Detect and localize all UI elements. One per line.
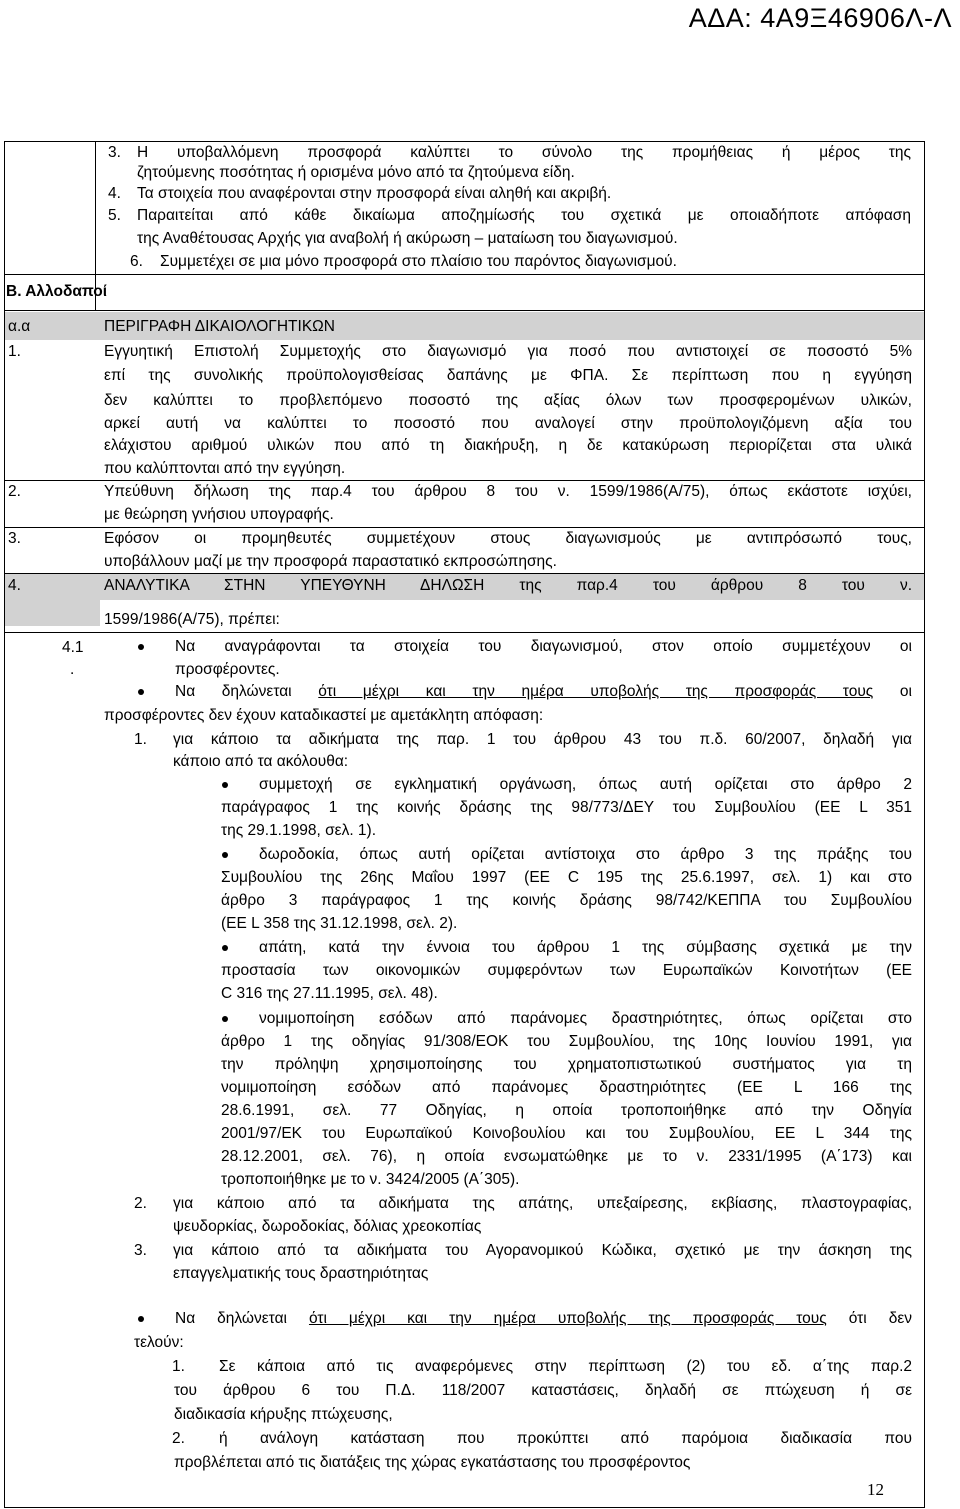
sub-bullet-4-line-5: 28.6.1991, σελ. 77 Οδηγίας, η οποία τροποποιήθηκε από την Οδηγία <box>221 1102 912 1119</box>
row-divider-1 <box>4 480 925 481</box>
bullet-1-line-2: προσφέροντες. <box>175 661 280 678</box>
bullet-2-line-2: προσφέροντες δεν έχουν καταδικαστεί με αμετάκλητη απόφαση: <box>104 707 544 724</box>
item-5-number: 5. <box>108 207 121 224</box>
bullet-2-post: οι <box>873 683 912 700</box>
table-header-label: α.α <box>8 318 31 335</box>
sub-bullet-dot-4 <box>222 1016 228 1022</box>
item-5-line-2: της Αναθέτουσας Αρχής για αναβολή ή ακύρωση – ματαίωση του διαγωνισμού. <box>137 230 678 247</box>
table-header-title: ΠΕΡΙΓΡΑΦΗ ΔΙΚΑΙΟΛΟΓΗΤΙΚΩΝ <box>104 318 335 335</box>
row-divider-4 <box>4 632 925 633</box>
item-6-line-1: Συμμετέχει σε μια μόνο προσφορά στο πλαίσιο του παρόντος διαγωνισμού. <box>160 253 677 270</box>
sub-bullet-1-line-2: παράγραφος 1 της κοινής δράσης της 98/773/ΔΕΥ του Συμβουλίου (ΕΕ L 351 <box>221 799 912 816</box>
bullet-3-line-1 <box>175 1309 912 1329</box>
sub-bullet-3-line-1: απάτη, κατά την έννοια του άρθρου 1 της σύμβασης σχετικά με την <box>259 939 912 956</box>
sub-bullet-4-line-4: νομιμοποίηση εσόδων από παράνομες δραστηριότητες (ΕΕ L 166 της <box>221 1079 912 1096</box>
sub-bullet-4-line-1: νομιμοποίηση εσόδων από παράνομες δραστηριότητες, όπως ορίζεται στο <box>259 1010 912 1027</box>
row-2-number: 2. <box>8 483 21 500</box>
row-4-number: 4. <box>8 577 21 594</box>
bullet-1-line-1: Να αναγράφονται τα στοιχεία του διαγωνισμού, στον οποίο συμμετέχουν οι <box>175 638 912 655</box>
row-1-line-6: που καλύπτονται από την εγγύηση. <box>104 460 346 477</box>
item-3b-line-2: επαγγελματικής τους δραστηριότητας <box>173 1265 429 1282</box>
item-1-line-2: κάποιο από τα ακόλουθα: <box>173 753 349 770</box>
item-3b-number: 3. <box>134 1242 147 1259</box>
row-1-line-2: επί της συνολικής προϋπολογισθείσας δαπάνης με ΦΠΑ. Σε περίπτωση που η εγγύηση <box>104 367 912 384</box>
c2-line-1: ή ανάλογη κατάσταση που προκύπτει από παρόμοια διαδικασία που <box>219 1430 912 1447</box>
row-divider-2 <box>4 527 925 528</box>
item-2-line-1: για κάποιο από τα αδικήματα της απάτης, υπεξαίρεσης, εκβίασης, πλαστογραφίας, <box>173 1195 912 1212</box>
item-4-line-1: Τα στοιχεία που αναφέρονται στην προσφορά είναι αληθή και ακριβή. <box>137 185 612 202</box>
bullet-2-underlined: ότι μέχρι και την ημέρα υποβολής της προσφοράς τους <box>318 683 874 700</box>
row-2-line-1: Υπεύθυνη δήλωση της παρ.4 του άρθρου 8 του ν. 1599/1986(Α/75), όπως εκάστοτε ισχύει, <box>104 483 912 500</box>
row-1-line-1: Εγγυητική Επιστολή Συμμετοχής στο διαγωνισμό για ποσό που αντιστοιχεί σε ποσοστό 5% <box>104 343 912 360</box>
section-b-title: Β. Αλλοδαποί <box>6 283 108 300</box>
sub-4-1-number: 4.1 <box>62 639 84 656</box>
c2-number: 2. <box>172 1430 185 1447</box>
row-4-shading-left <box>5 600 100 626</box>
bullet-2-line-1 <box>175 682 912 702</box>
sub-bullet-4-line-8: τροποποιήθηκε με το ν. 3424/2005 (Α΄305). <box>221 1171 520 1188</box>
bullet-3-post: ότι δεν <box>826 1310 912 1327</box>
sub-bullet-dot-2 <box>222 852 228 858</box>
sub-bullet-2-line-1: δωροδοκία, όπως αυτή ορίζεται αντίστοιχα στο άρθρο 3 της πράξης του <box>259 846 912 863</box>
section-divider-1 <box>4 274 925 275</box>
c2-line-2: προβλέπεται από τις διατάξεις της χώρας εγκατάστασης του προσφέροντος <box>174 1454 691 1471</box>
sub-bullet-1-line-1: συμμετοχή σε εγκληματική οργάνωση, όπως αυτή ορίζεται στο άρθρο 2 <box>259 776 912 793</box>
bullet-dot-3 <box>138 1316 144 1322</box>
sub-bullet-dot-1 <box>222 782 228 788</box>
item-2-number: 2. <box>134 1195 147 1212</box>
item-5-line-1: Παραιτείται από κάθε δικαίωμα αποζημίωσής του σχετικά με οποιαδήποτε απόφαση <box>137 207 911 224</box>
item-3-number: 3. <box>108 144 121 161</box>
row-4-line-2: 1599/1986(Α/75), πρέπει: <box>104 611 280 628</box>
bullet-3-pre: Να δηλώνεται <box>175 1310 309 1327</box>
row-2-line-2: με θεώρηση γνήσιου υπογραφής. <box>104 506 334 523</box>
sub-bullet-4-line-6: 2001/97/ΕΚ του Ευρωπαϊκού Κοινοβουλίου και του Συμβουλίου, ΕΕ L 344 της <box>221 1125 912 1142</box>
item-3-line-2: ζητούμενης ποσότητας ή ορισμένα μόνο από τα ζητούμενα είδη. <box>137 164 575 181</box>
c1-line-1: Σε κάποια από τις αναφερόμενες στην περίπτωση (2) του εδ. α΄της παρ.2 <box>219 1358 912 1375</box>
sub-4-1-number-dot: . <box>70 661 75 678</box>
bullet-dot-2 <box>138 689 144 695</box>
item-4-number: 4. <box>108 185 121 202</box>
document-code: ΑΔΑ: 4Α9Ξ46906Λ-Λ <box>688 3 952 33</box>
bullet-3-underlined: ότι μέχρι και την ημέρα υποβολής της προσφοράς τους <box>308 1310 827 1327</box>
sub-bullet-2-line-4: (ΕΕ L 358 της 31.12.1998, σελ. 2). <box>221 915 458 932</box>
sub-bullet-2-line-3: άρθρο 3 παράγραφος 1 της κοινής δράσης 98/742/ΚΕΠΠΑ του Συμβουλίου <box>221 892 912 909</box>
row-1-line-3: δεν καλύπτει το προβλεπόμενο ποσοστό της αξίας όλων των προσφερομένων υλικών, <box>104 392 912 409</box>
item-3-line-1: Η υποβαλλόμενη προσφορά καλύπτει το σύνολο της προμήθειας ή μέρος της <box>137 144 911 161</box>
row-3-line-1: Εφόσον οι προμηθευτές συμμετέχουν στους διαγωνισμούς με αντιπρόσωπό τους, <box>104 530 912 547</box>
item-1-number: 1. <box>134 731 147 748</box>
row-3-line-2: υποβάλλουν μαζί με την προσφορά παραστατικό εκπροσώπησης. <box>104 553 557 570</box>
bullet-dot-1 <box>138 644 144 650</box>
sub-bullet-1-line-3: της 29.1.1998, σελ. 1). <box>221 822 377 839</box>
row-1-number: 1. <box>8 343 21 360</box>
sub-bullet-4-line-2: άρθρο 1 της οδηγίας 91/308/ΕΟΚ του Συμβουλίου, της 10ης Ιουνίου 1991, για <box>221 1033 912 1050</box>
item-6-number: 6. <box>130 253 143 270</box>
sub-bullet-3-line-2: προστασία των οικονομικών συμφερόντων των Ευρωπαϊκών Κοινοτήτων (ΕΕ <box>221 962 912 979</box>
row-4-line-1: ΑΝΑΛΥΤΙΚΑ ΣΤΗΝ ΥΠΕΥΘΥΝΗ ΔΗΛΩΣΗ της παρ.4 του άρθρου 8 του ν. <box>104 577 912 594</box>
row-1-line-5: ελάχιστου αριθμού υλικών που από τη διακήρυξη, η δε κατακύρωση περιορίζεται στα υλικά <box>104 437 912 454</box>
sub-bullet-4-line-3: την πρόληψη χρησιμοποίησης του χρηματοπιστωτικού συστήματος για τη <box>221 1056 912 1073</box>
item-1-line-1: για κάποιο τα αδικήματα της παρ. 1 του άρθρου 43 του π.δ. 60/2007, δηλαδή για <box>173 731 912 748</box>
c1-number: 1. <box>172 1358 185 1375</box>
row-1-line-4: αρκεί αυτή να καλύπτει το ποσοστό που αναλογεί στην προϋπολογιζόμενη αξία του <box>104 415 912 432</box>
item-3b-line-1: για κάποιο από τα αδικήματα του Αγορανομικού Κώδικα, σχετικό με την άσκηση της <box>173 1242 912 1259</box>
item-2-line-2: ψευδορκίας, δωροδοκίας, δόλιας χρεοκοπίας <box>173 1218 482 1235</box>
sub-bullet-2-line-2: Συμβουλίου της 26ης Μαΐου 1997 (ΕΕ C 195 της 25.6.1997, σελ. 1) και στο <box>221 869 912 886</box>
sub-bullet-dot-3 <box>222 945 228 951</box>
page-number: 12 <box>867 1480 884 1499</box>
sub-bullet-3-line-3: C 316 της 27.11.1995, σελ. 48). <box>221 985 438 1002</box>
row-3-number: 3. <box>8 530 21 547</box>
c1-line-2: του άρθρου 6 του Π.Δ. 118/2007 καταστάσεις, δηλαδή σε πτώχευση ή σε <box>174 1382 912 1399</box>
c1-line-3: διαδικασία κήρυξης πτώχευσης, <box>174 1406 393 1423</box>
bullet-3-line-2: τελούν: <box>134 1334 184 1351</box>
sub-bullet-4-line-7: 28.12.2001, σελ. 76), η οποία ενσωματώθηκε με το ν. 2331/1995 (Α΄173) και <box>221 1148 912 1165</box>
section-divider-2 <box>4 310 925 311</box>
bullet-2-pre: Να δηλώνεται <box>175 683 319 700</box>
